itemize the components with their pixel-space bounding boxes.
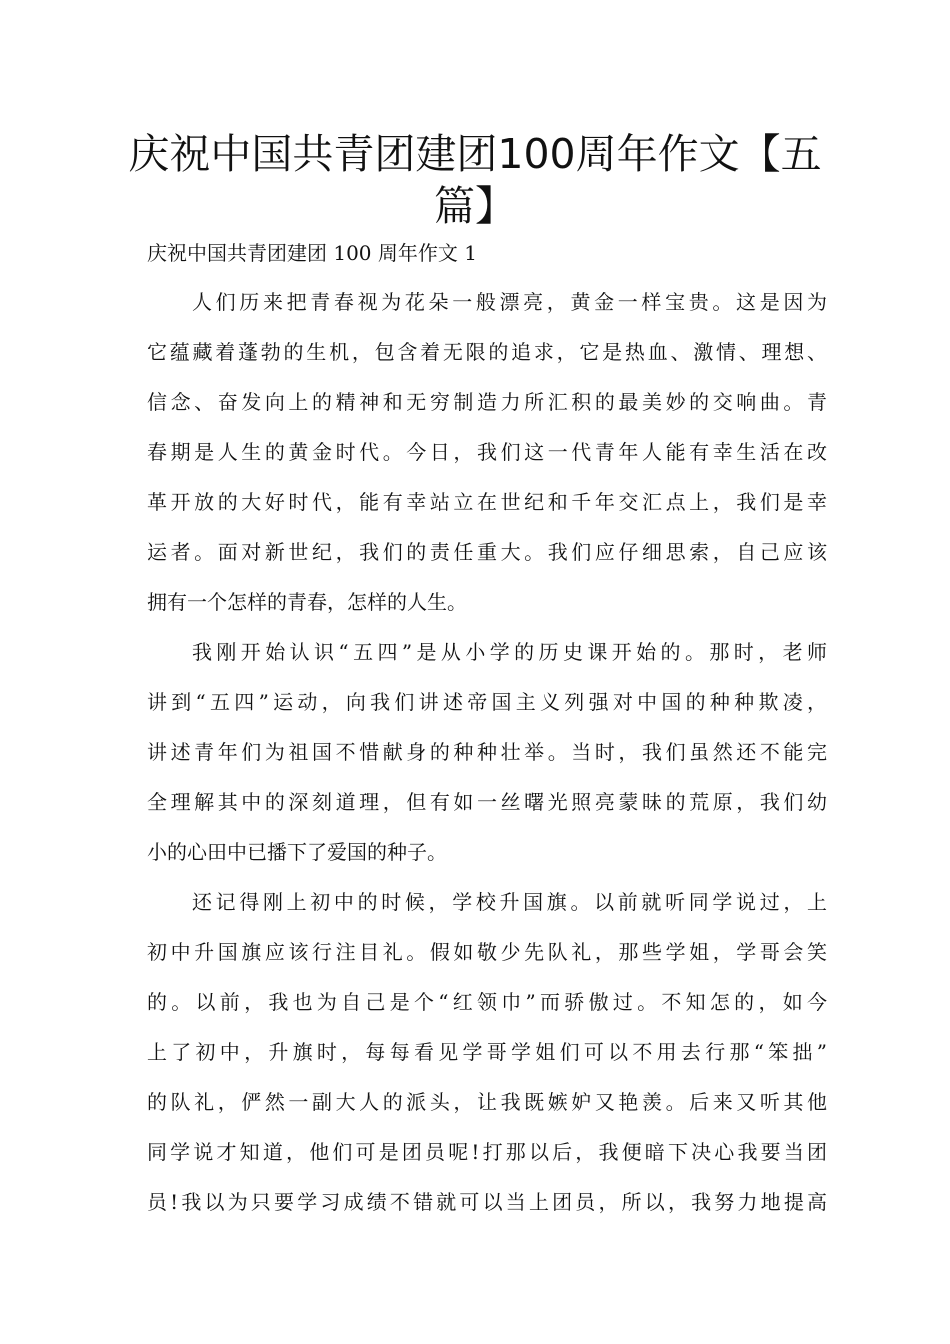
text-line: 初中升国旗应该行注目礼。假如敬少先队礼，那些学姐，学哥会笑 [147,940,827,964]
text-line: 小的心田中已播下了爱国的种子。 [147,840,447,864]
paragraph-2 [147,634,827,884]
text-line: 信念、奋发向上的精神和无穷制造力所汇积的最美妙的交响曲。青 [147,390,827,414]
text-line: 还记得刚上初中的时候，学校升国旗。以前就听同学说过，上 [192,890,827,914]
text-line: 全理解其中的深刻道理，但有如一丝曙光照亮蒙昧的荒原，我们幼 [147,790,827,814]
text-line: 春期是人生的黄金时代。今日，我们这一代青年人能有幸生活在改 [147,440,827,464]
paragraph-3 [147,884,827,1234]
text-line: 讲述青年们为祖国不惜献身的种种壮举。当时，我们虽然还不能完 [147,740,827,764]
text-line: 上了初中，升旗时，每每看见学哥学姐们可以不用去行那“笨拙” [147,1040,827,1064]
document-title [120,128,830,232]
text-line: 员!我以为只要学习成绩不错就可以当上团员，所以，我努力地提高 [147,1190,827,1214]
title-line: 篇】 [434,182,516,230]
text-line: 拥有一个怎样的青春，怎样的人生。 [147,590,467,614]
text-line: 我刚开始认识“五四”是从小学的历史课开始的。那时，老师 [192,640,827,664]
body-text [147,284,827,1234]
paragraph-1 [147,284,827,634]
text-line: 运者。面对新世纪，我们的责任重大。我们应仔细思索，自己应该 [147,540,827,564]
title-line: 庆祝中国共青团建团100周年作文【五 [128,130,822,178]
text-line: 讲到“五四”运动，向我们讲述帝国主义列强对中国的种种欺凌， [147,690,827,714]
section-heading: 庆祝中国共青团建团 100 周年作文 1 [147,241,477,265]
text-line: 革开放的大好时代，能有幸站立在世纪和千年交汇点上，我们是幸 [147,490,827,514]
text-line: 的。以前，我也为自己是个“红领巾”而骄傲过。不知怎的，如今 [147,990,827,1014]
text-line: 人们历来把青春视为花朵一般漂亮，黄金一样宝贵。这是因为 [192,290,827,314]
text-line: 的队礼，俨然一副大人的派头，让我既嫉妒又艳羡。后来又听其他 [147,1090,827,1114]
text-line: 同学说才知道，他们可是团员呢!打那以后，我便暗下决心我要当团 [147,1140,827,1164]
text-line: 它蕴藏着蓬勃的生机，包含着无限的追求，它是热血、激情、理想、 [147,340,827,364]
